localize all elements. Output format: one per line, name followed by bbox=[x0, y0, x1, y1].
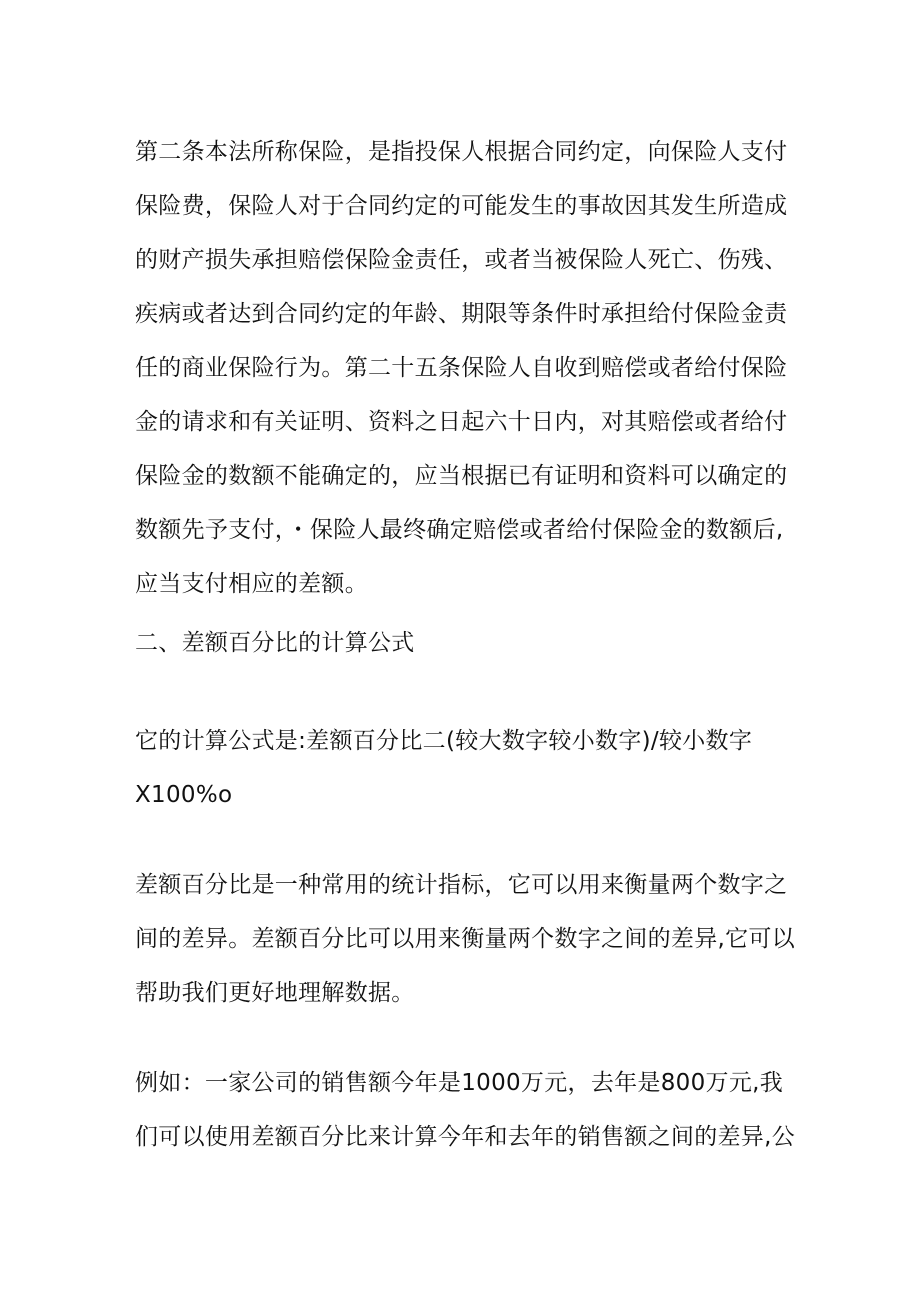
text-line: 例如：一家公司的销售额今年是1000万元，去年是800万元,我 bbox=[135, 1070, 784, 1096]
text-line: 第二条本法所称保险，是指投保人根据合同约定，向保险人支付 bbox=[135, 139, 788, 165]
text-line: 差额百分比是一种常用的统计指标，它可以用来衡量两个数字之 bbox=[135, 872, 788, 898]
text-line: 数额先予支付，・保险人最终确定赔偿或者给付保险金的数额后, bbox=[135, 517, 784, 543]
paragraph-insurance-law bbox=[135, 125, 795, 611]
text-line: 任的商业保险行为。第二十五条保险人自收到赔偿或者给付保险 bbox=[135, 355, 788, 381]
text-line: 保险金的数额不能确定的，应当根据已有证明和资料可以确定的 bbox=[135, 463, 788, 489]
text-line: 间的差异。差额百分比可以用来衡量两个数字之间的差异,它可以 bbox=[135, 926, 796, 952]
text-line: 们可以使用差额百分比来计算今年和去年的销售额之间的差异,公 bbox=[135, 1124, 796, 1150]
paragraph-example bbox=[135, 1056, 795, 1164]
paragraph-formula bbox=[135, 714, 795, 822]
text-line: 保险费，保险人对于合同约定的可能发生的事故因其发生所造成 bbox=[135, 193, 788, 219]
text-line: X100%o bbox=[135, 782, 233, 808]
text-line: 它的计算公式是:差额百分比二(较大数字较小数字)/较小数字 bbox=[135, 728, 753, 754]
text-line: 疾病或者达到合同约定的年龄、期限等条件时承担给付保险金责 bbox=[135, 301, 788, 327]
section-heading bbox=[135, 616, 795, 670]
text-line: 金的请求和有关证明、资料之日起六十日内，对其赔偿或者给付 bbox=[135, 409, 788, 435]
paragraph-definition bbox=[135, 858, 795, 1020]
text-line: 应当支付相应的差额。 bbox=[135, 571, 368, 597]
text-line: 帮助我们更好地理解数据。 bbox=[135, 980, 415, 1006]
text-line: 的财产损失承担赔偿保险金责任，或者当被保险人死亡、伤残、 bbox=[135, 247, 788, 273]
heading-text: 二、差额百分比的计算公式 bbox=[135, 630, 415, 656]
